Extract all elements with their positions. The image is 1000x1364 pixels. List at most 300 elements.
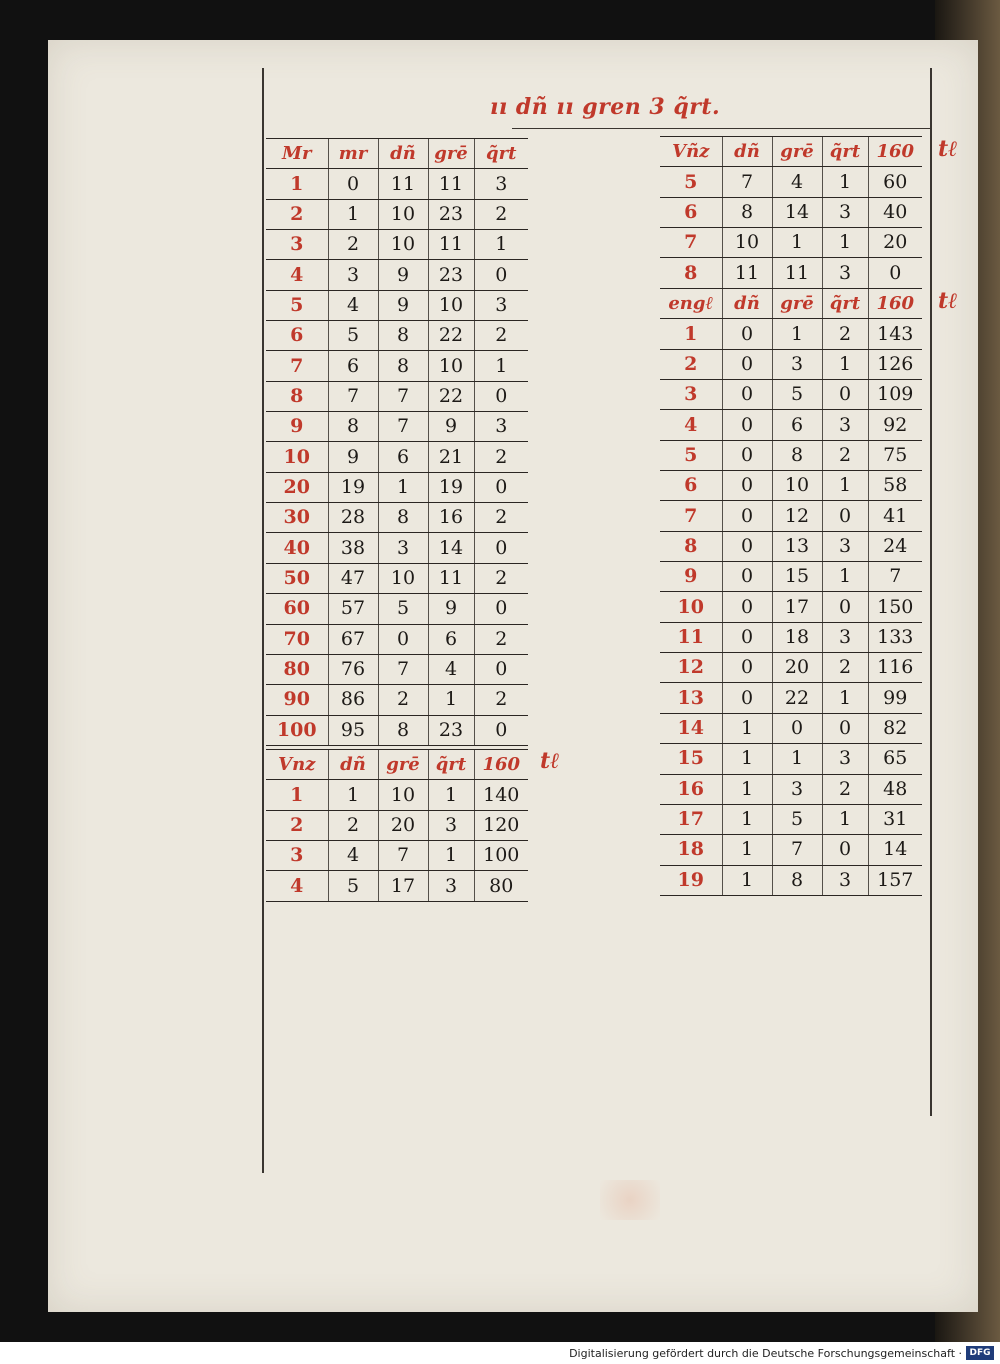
table-cell: 2: [474, 685, 528, 715]
row-label: 60: [266, 594, 328, 624]
table-row: [660, 683, 922, 713]
table-cell: 3: [822, 258, 868, 288]
table-cell: 0: [328, 169, 378, 199]
table-cell: 11: [428, 563, 474, 593]
column-header: dñ: [722, 137, 772, 167]
right-page-rule: [930, 68, 932, 1116]
table-cell: 10: [378, 780, 428, 810]
table-cell: 13: [772, 531, 822, 561]
table-cell: 3: [428, 810, 474, 840]
column-header: q̃rt: [822, 289, 868, 319]
table-cell: 17: [772, 592, 822, 622]
table-cell: 0: [474, 533, 528, 563]
table-row: [660, 592, 922, 622]
table-cell: 0: [722, 562, 772, 592]
column-header: dñ: [378, 139, 428, 169]
table-row: [266, 715, 528, 745]
table-right-top: [660, 136, 922, 289]
table-cell: 5: [328, 321, 378, 351]
table-cell: 10: [378, 563, 428, 593]
table-cell: 11: [428, 230, 474, 260]
column-header: dñ: [328, 750, 378, 780]
table-cell: 14: [428, 533, 474, 563]
table-cell: 1: [822, 562, 868, 592]
table-cell: 10: [722, 228, 772, 258]
table-cell: 120: [474, 810, 528, 840]
table-row: [266, 260, 528, 290]
table-cell: 3: [822, 622, 868, 652]
table-cell: 126: [868, 349, 922, 379]
table-row: [266, 381, 528, 411]
table-cell: 4: [328, 841, 378, 871]
column-header: dñ: [722, 289, 772, 319]
table-row: [660, 471, 922, 501]
table-cell: 48: [868, 774, 922, 804]
row-label: 50: [266, 563, 328, 593]
table-cell: 0: [474, 260, 528, 290]
table-cell: 0: [822, 592, 868, 622]
column-header: q̃rt: [474, 139, 528, 169]
row-label: 30: [266, 503, 328, 533]
table-cell: 23: [428, 715, 474, 745]
row-label: 90: [266, 685, 328, 715]
table-cell: 19: [428, 472, 474, 502]
table-cell: 1: [722, 744, 772, 774]
table-cell: 1: [328, 199, 378, 229]
row-label: 40: [266, 533, 328, 563]
table-cell: 47: [328, 563, 378, 593]
table-cell: 0: [378, 624, 428, 654]
row-label: 70: [266, 624, 328, 654]
table-cell: 20: [378, 810, 428, 840]
row-label: 80: [266, 654, 328, 684]
table-cell: 0: [822, 713, 868, 743]
table-row: [660, 258, 922, 288]
table-cell: 5: [772, 380, 822, 410]
table-cell: 1: [474, 351, 528, 381]
row-label: 5: [660, 440, 722, 470]
table-row: [266, 442, 528, 472]
table-row: [660, 713, 922, 743]
table-cell: 150: [868, 592, 922, 622]
table-cell: 10: [378, 199, 428, 229]
table-cell: 2: [822, 774, 868, 804]
table-cell: 2: [822, 440, 868, 470]
table-row: [266, 290, 528, 320]
row-label: 6: [266, 321, 328, 351]
table-cell: 11: [772, 258, 822, 288]
table-cell: 3: [474, 290, 528, 320]
table-cell: 28: [328, 503, 378, 533]
table-cell: 0: [722, 471, 772, 501]
table-cell: 2: [474, 624, 528, 654]
table-cell: 65: [868, 744, 922, 774]
row-label: 3: [660, 380, 722, 410]
table-cell: 2: [328, 230, 378, 260]
table-cell: 3: [772, 774, 822, 804]
table-header-row: [266, 750, 528, 780]
table-cell: 0: [474, 472, 528, 502]
table-cell: 0: [474, 381, 528, 411]
table-cell: 1: [822, 349, 868, 379]
table-cell: 1: [822, 804, 868, 834]
column-header: 160: [868, 289, 922, 319]
row-label: 19: [660, 865, 722, 895]
row-label: 9: [266, 412, 328, 442]
row-label: 4: [266, 260, 328, 290]
table-cell: 8: [772, 440, 822, 470]
table-row: [266, 321, 528, 351]
table-cell: 8: [722, 197, 772, 227]
table-cell: 20: [868, 228, 922, 258]
row-label: 13: [660, 683, 722, 713]
table-cell: 4: [328, 290, 378, 320]
table-cell: 2: [474, 321, 528, 351]
table-cell: 9: [428, 594, 474, 624]
row-label: 5: [266, 290, 328, 320]
table-cell: 0: [722, 319, 772, 349]
table-cell: 7: [378, 381, 428, 411]
row-label: 2: [660, 349, 722, 379]
table-cell: 3: [474, 169, 528, 199]
table-cell: 1: [474, 230, 528, 260]
table-cell: 38: [328, 533, 378, 563]
left-page-rule: [262, 68, 264, 1173]
table-cell: 3: [328, 260, 378, 290]
table-row: [660, 380, 922, 410]
table-cell: 41: [868, 501, 922, 531]
table-cell: 2: [474, 442, 528, 472]
table-cell: 20: [772, 653, 822, 683]
table-cell: 8: [378, 503, 428, 533]
table-row: [266, 169, 528, 199]
row-label: 2: [266, 199, 328, 229]
running-head: ıı dñ ıı gren 3 q̃rt.: [490, 94, 721, 120]
table-cell: 3: [378, 533, 428, 563]
table-cell: 23: [428, 199, 474, 229]
table-cell: 100: [474, 841, 528, 871]
table-cell: 24: [868, 531, 922, 561]
table-cell: 0: [722, 653, 772, 683]
table-cell: 21: [428, 442, 474, 472]
column-header: engℓ: [660, 289, 722, 319]
table-cell: 3: [822, 531, 868, 561]
column-header: q̃rt: [822, 137, 868, 167]
table-cell: 14: [868, 835, 922, 865]
table-cell: 10: [772, 471, 822, 501]
row-label: 3: [266, 841, 328, 871]
table-cell: 0: [474, 594, 528, 624]
table-row: [266, 199, 528, 229]
row-label: 9: [660, 562, 722, 592]
table-cell: 58: [868, 471, 922, 501]
table-cell: 40: [868, 197, 922, 227]
table-cell: 143: [868, 319, 922, 349]
table-left-top: [266, 138, 528, 746]
table-row: [660, 531, 922, 561]
table-row: [266, 841, 528, 871]
table-cell: 9: [428, 412, 474, 442]
row-label: 7: [660, 501, 722, 531]
table-cell: 3: [772, 349, 822, 379]
table-cell: 0: [822, 501, 868, 531]
table-row: [660, 774, 922, 804]
table-cell: 4: [428, 654, 474, 684]
table-cell: 15: [772, 562, 822, 592]
table-cell: 14: [772, 197, 822, 227]
table-cell: 6: [772, 410, 822, 440]
table-cell: 23: [428, 260, 474, 290]
table-cell: 1: [772, 319, 822, 349]
row-label: 7: [660, 228, 722, 258]
column-header: 160: [868, 137, 922, 167]
table-row: [660, 349, 922, 379]
table-cell: 7: [868, 562, 922, 592]
table-cell: 82: [868, 713, 922, 743]
row-label: 7: [266, 351, 328, 381]
row-label: 15: [660, 744, 722, 774]
table-row: [660, 804, 922, 834]
table-cell: 86: [328, 685, 378, 715]
margin-note: tℓ: [540, 748, 560, 774]
table-cell: 0: [722, 531, 772, 561]
table-cell: 95: [328, 715, 378, 745]
row-label: 4: [660, 410, 722, 440]
table-header-row: [660, 137, 922, 167]
row-label: 2: [266, 810, 328, 840]
table-cell: 8: [378, 715, 428, 745]
row-label: 100: [266, 715, 328, 745]
margin-note: tℓ: [938, 288, 958, 314]
table-cell: 10: [378, 230, 428, 260]
table-cell: 3: [822, 197, 868, 227]
table-row: [266, 685, 528, 715]
table-row: [660, 197, 922, 227]
table-cell: 2: [474, 563, 528, 593]
table-row: [266, 654, 528, 684]
row-label: 6: [660, 471, 722, 501]
table-row: [266, 351, 528, 381]
table-cell: 0: [474, 654, 528, 684]
table-cell: 4: [772, 167, 822, 197]
table-cell: 2: [328, 810, 378, 840]
table-row: [660, 622, 922, 652]
column-header: grē: [428, 139, 474, 169]
table-cell: 157: [868, 865, 922, 895]
row-label: 18: [660, 835, 722, 865]
table-cell: 0: [722, 380, 772, 410]
row-label: 8: [660, 258, 722, 288]
dfg-logo: DFG: [966, 1346, 994, 1360]
table-cell: 6: [428, 624, 474, 654]
table-cell: 0: [474, 715, 528, 745]
table-row: [660, 865, 922, 895]
table-cell: 31: [868, 804, 922, 834]
table-cell: 0: [722, 410, 772, 440]
column-header: grē: [378, 750, 428, 780]
table-left-bottom: [266, 749, 528, 902]
row-label: 16: [660, 774, 722, 804]
table-cell: 57: [328, 594, 378, 624]
table-row: [660, 228, 922, 258]
table-cell: 67: [328, 624, 378, 654]
table-cell: 1: [772, 744, 822, 774]
table-row: [660, 440, 922, 470]
table-cell: 7: [378, 841, 428, 871]
table-cell: 17: [378, 871, 428, 901]
table-cell: 2: [474, 199, 528, 229]
table-row: [660, 319, 922, 349]
table-header-row: [660, 289, 922, 319]
table-cell: 140: [474, 780, 528, 810]
table-cell: 9: [328, 442, 378, 472]
table-cell: 0: [868, 258, 922, 288]
table-row: [660, 562, 922, 592]
row-label: 10: [660, 592, 722, 622]
table-cell: 1: [822, 471, 868, 501]
table-cell: 3: [822, 410, 868, 440]
table-cell: 3: [474, 412, 528, 442]
table-cell: 0: [822, 380, 868, 410]
funding-notice: Digitalisierung gefördert durch die Deutsche Forschungsgemeinschaft ·: [569, 1347, 962, 1360]
table-cell: 11: [378, 169, 428, 199]
table-row: [266, 624, 528, 654]
row-label: 10: [266, 442, 328, 472]
table-cell: 7: [378, 654, 428, 684]
table-header-row: [266, 139, 528, 169]
table-cell: 22: [428, 381, 474, 411]
column-header: q̃rt: [428, 750, 474, 780]
table-row: [266, 810, 528, 840]
table-cell: 7: [722, 167, 772, 197]
table-cell: 0: [722, 683, 772, 713]
table-cell: 8: [772, 865, 822, 895]
margin-note: tℓ: [938, 136, 958, 162]
row-label: 6: [660, 197, 722, 227]
table-cell: 0: [722, 349, 772, 379]
row-label: 1: [266, 780, 328, 810]
table-cell: 18: [772, 622, 822, 652]
table-cell: 11: [722, 258, 772, 288]
table-cell: 7: [328, 381, 378, 411]
row-label: 14: [660, 713, 722, 743]
table-cell: 2: [474, 503, 528, 533]
table-row: [266, 472, 528, 502]
table-row: [660, 835, 922, 865]
table-cell: 3: [428, 871, 474, 901]
column-header: 160: [474, 750, 528, 780]
table-cell: 19: [328, 472, 378, 502]
table-cell: 10: [428, 351, 474, 381]
column-header: Vnz: [266, 750, 328, 780]
table-cell: 5: [772, 804, 822, 834]
table-cell: 0: [772, 713, 822, 743]
table-cell: 6: [328, 351, 378, 381]
row-label: 11: [660, 622, 722, 652]
table-cell: 1: [378, 472, 428, 502]
table-cell: 16: [428, 503, 474, 533]
table-cell: 116: [868, 653, 922, 683]
table-cell: 7: [378, 412, 428, 442]
table-row: [266, 503, 528, 533]
table-cell: 22: [772, 683, 822, 713]
table-cell: 1: [822, 228, 868, 258]
table-row: [660, 744, 922, 774]
row-label: 4: [266, 871, 328, 901]
row-label: 1: [660, 319, 722, 349]
column-header: Mr: [266, 139, 328, 169]
table-right-bottom: [660, 288, 922, 896]
table-cell: 7: [772, 835, 822, 865]
table-row: [660, 410, 922, 440]
footer-bar: [0, 1342, 1000, 1364]
column-header: mr: [328, 139, 378, 169]
table-cell: 92: [868, 410, 922, 440]
row-label: 3: [266, 230, 328, 260]
table-cell: 2: [378, 685, 428, 715]
row-label: 20: [266, 472, 328, 502]
table-cell: 12: [772, 501, 822, 531]
row-label: 8: [266, 381, 328, 411]
table-row: [660, 653, 922, 683]
column-header: Vñz: [660, 137, 722, 167]
table-cell: 1: [428, 841, 474, 871]
table-row: [266, 563, 528, 593]
table-row: [266, 594, 528, 624]
table-cell: 8: [378, 351, 428, 381]
table-cell: 8: [378, 321, 428, 351]
table-cell: 10: [428, 290, 474, 320]
table-cell: 2: [822, 319, 868, 349]
table-row: [660, 501, 922, 531]
table-cell: 99: [868, 683, 922, 713]
table-cell: 8: [328, 412, 378, 442]
table-cell: 0: [822, 835, 868, 865]
table-row: [266, 230, 528, 260]
row-label: 17: [660, 804, 722, 834]
table-cell: 0: [722, 440, 772, 470]
table-cell: 5: [378, 594, 428, 624]
table-row: [660, 167, 922, 197]
table-cell: 1: [428, 780, 474, 810]
table-cell: 76: [328, 654, 378, 684]
column-header: grē: [772, 289, 822, 319]
table-cell: 1: [822, 683, 868, 713]
table-cell: 1: [328, 780, 378, 810]
table-cell: 3: [822, 744, 868, 774]
table-cell: 22: [428, 321, 474, 351]
table-cell: 2: [822, 653, 868, 683]
table-cell: 1: [722, 835, 772, 865]
table-cell: 3: [822, 865, 868, 895]
table-cell: 1: [428, 685, 474, 715]
table-cell: 9: [378, 260, 428, 290]
row-label: 5: [660, 167, 722, 197]
table-cell: 1: [722, 774, 772, 804]
running-head-rule: [512, 128, 932, 129]
paper-stain: [600, 1180, 660, 1220]
table-cell: 5: [328, 871, 378, 901]
table-cell: 60: [868, 167, 922, 197]
table-cell: 1: [722, 713, 772, 743]
column-header: grē: [772, 137, 822, 167]
table-cell: 1: [822, 167, 868, 197]
table-cell: 1: [772, 228, 822, 258]
row-label: 1: [266, 169, 328, 199]
table-cell: 1: [722, 804, 772, 834]
table-row: [266, 780, 528, 810]
table-cell: 0: [722, 622, 772, 652]
